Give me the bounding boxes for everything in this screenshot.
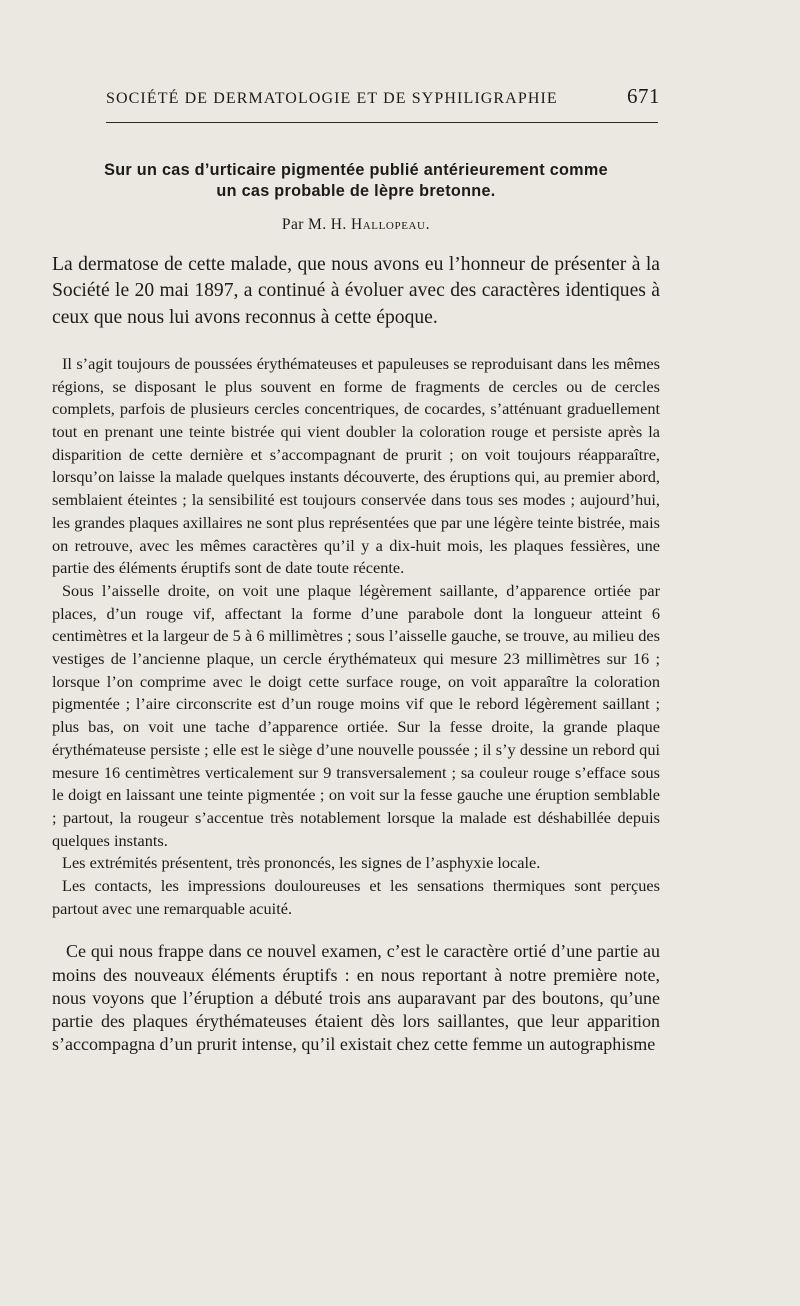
author-name: Hallopeau. <box>350 216 431 233</box>
paragraph-extremites: Les extrémités présentent, très prononcés, les signes de l’asphyxie locale. <box>62 853 541 873</box>
header-rule <box>106 122 658 123</box>
closing-paragraph: Ce qui nous frappe dans ce nouvel examen, c’est le caractère ortié d’une partie au moins des nouveaux éléments éruptifs : en nous reportant à notre première note, nous voyons que l’éruption a débuté trois ans auparavant par des boutons, qu’une partie des plaques érythémateuses étaient dès lors saillantes, que leur apparition s’accompagna d’un prurit intense, qu’il existait chez cette femme un autographisme <box>52 941 660 1055</box>
article-title-line-1: Sur un cas d’urticaire pigmentée publié antérieurement comme <box>104 161 608 179</box>
journal-page <box>52 84 660 1056</box>
running-head <box>52 84 660 114</box>
article-title <box>52 160 660 202</box>
article-title-line-2: un cas probable de lèpre bretonne. <box>216 182 496 200</box>
byline-prefix: Par M. H. <box>281 216 347 233</box>
paragraph-contacts: Les contacts, les impressions douloureuses et les sensations thermiques sont perçues partout avec une remarquable acuité. <box>52 876 660 918</box>
page-number: 671 <box>627 84 660 108</box>
paragraph-aisselle: Sous l’aisselle droite, on voit une plaque légèrement saillante, d’apparence ortiée par places, d’un rouge vif, affectant la forme d’une parabole dont la longueur atteint 6 centimètres et la largeur de 5 à 6 millimètres ; sous l’aisselle gauche, se trouve, au milieu des vestiges de l’ancienne plaque, un cercle érythémateux qui mesure 23 millimètres sur 16 ; lorsque l’on comprime avec le doigt cette surface rouge, on voit apparaître la coloration pigmentée ; l’aire circonscrite est d’un rouge moins vif que le rebord légèrement saillant ; plus bas, on voit une tache d’apparence ortiée. Sur la fesse droite, la grande plaque érythémateuse persiste ; elle est le siège d’une nouvelle poussée ; il s’y dessine un rebord qui mesure 16 centimètres verticalement sur 9 transversalement ; sa couleur rouge s’efface sous le doigt en laissant une teinte pigmentée ; on voit sur la fesse gauche une éruption semblable ; partout, la rougeur s’accentue très notablement lorsque la malade est déshabillée depuis quelques instants. <box>52 580 660 850</box>
lead-paragraph: La dermatose de cette malade, que nous avons eu l’honneur de présenter à la Société le 20 mai 1897, a continué à évoluer avec des caractères identiques à ceux que nous lui avons reconnus à cette époque. <box>52 254 660 328</box>
running-title: SOCIÉTÉ DE DERMATOLOGIE ET DE SYPHILIGRAPHIE <box>106 90 558 107</box>
byline <box>52 216 660 234</box>
paragraph-eruptions: Il s’agit toujours de poussées érythémateuses et papuleuses se reproduisant dans les mêmes régions, se disposant le plus souvent en forme de fragments de cercles ou de cercles complets, parfois de plusieurs cercles concentriques, de cocardes, s’atténuant graduellement tout en prenant une teinte bistrée qui vient doubler la coloration rouge et persiste après la disparition de cette dernière et s’accompagnant de prurit ; on voit toujours réapparaître, lorsqu’on laisse la malade quelques instants découverte, des éruptions qui, au premier abord, semblaient éteintes ; la sensibilité est toujours conservée dans tous ses modes ; aujourd’hui, les grandes plaques axillaires ne sont plus représentées que par une légère teinte bistrée, mais on retrouve, avec les mêmes caractères qu’il y a dix-huit mois, les plaques fessières, une partie des éléments éruptifs sont de date toute récente. <box>52 353 660 578</box>
